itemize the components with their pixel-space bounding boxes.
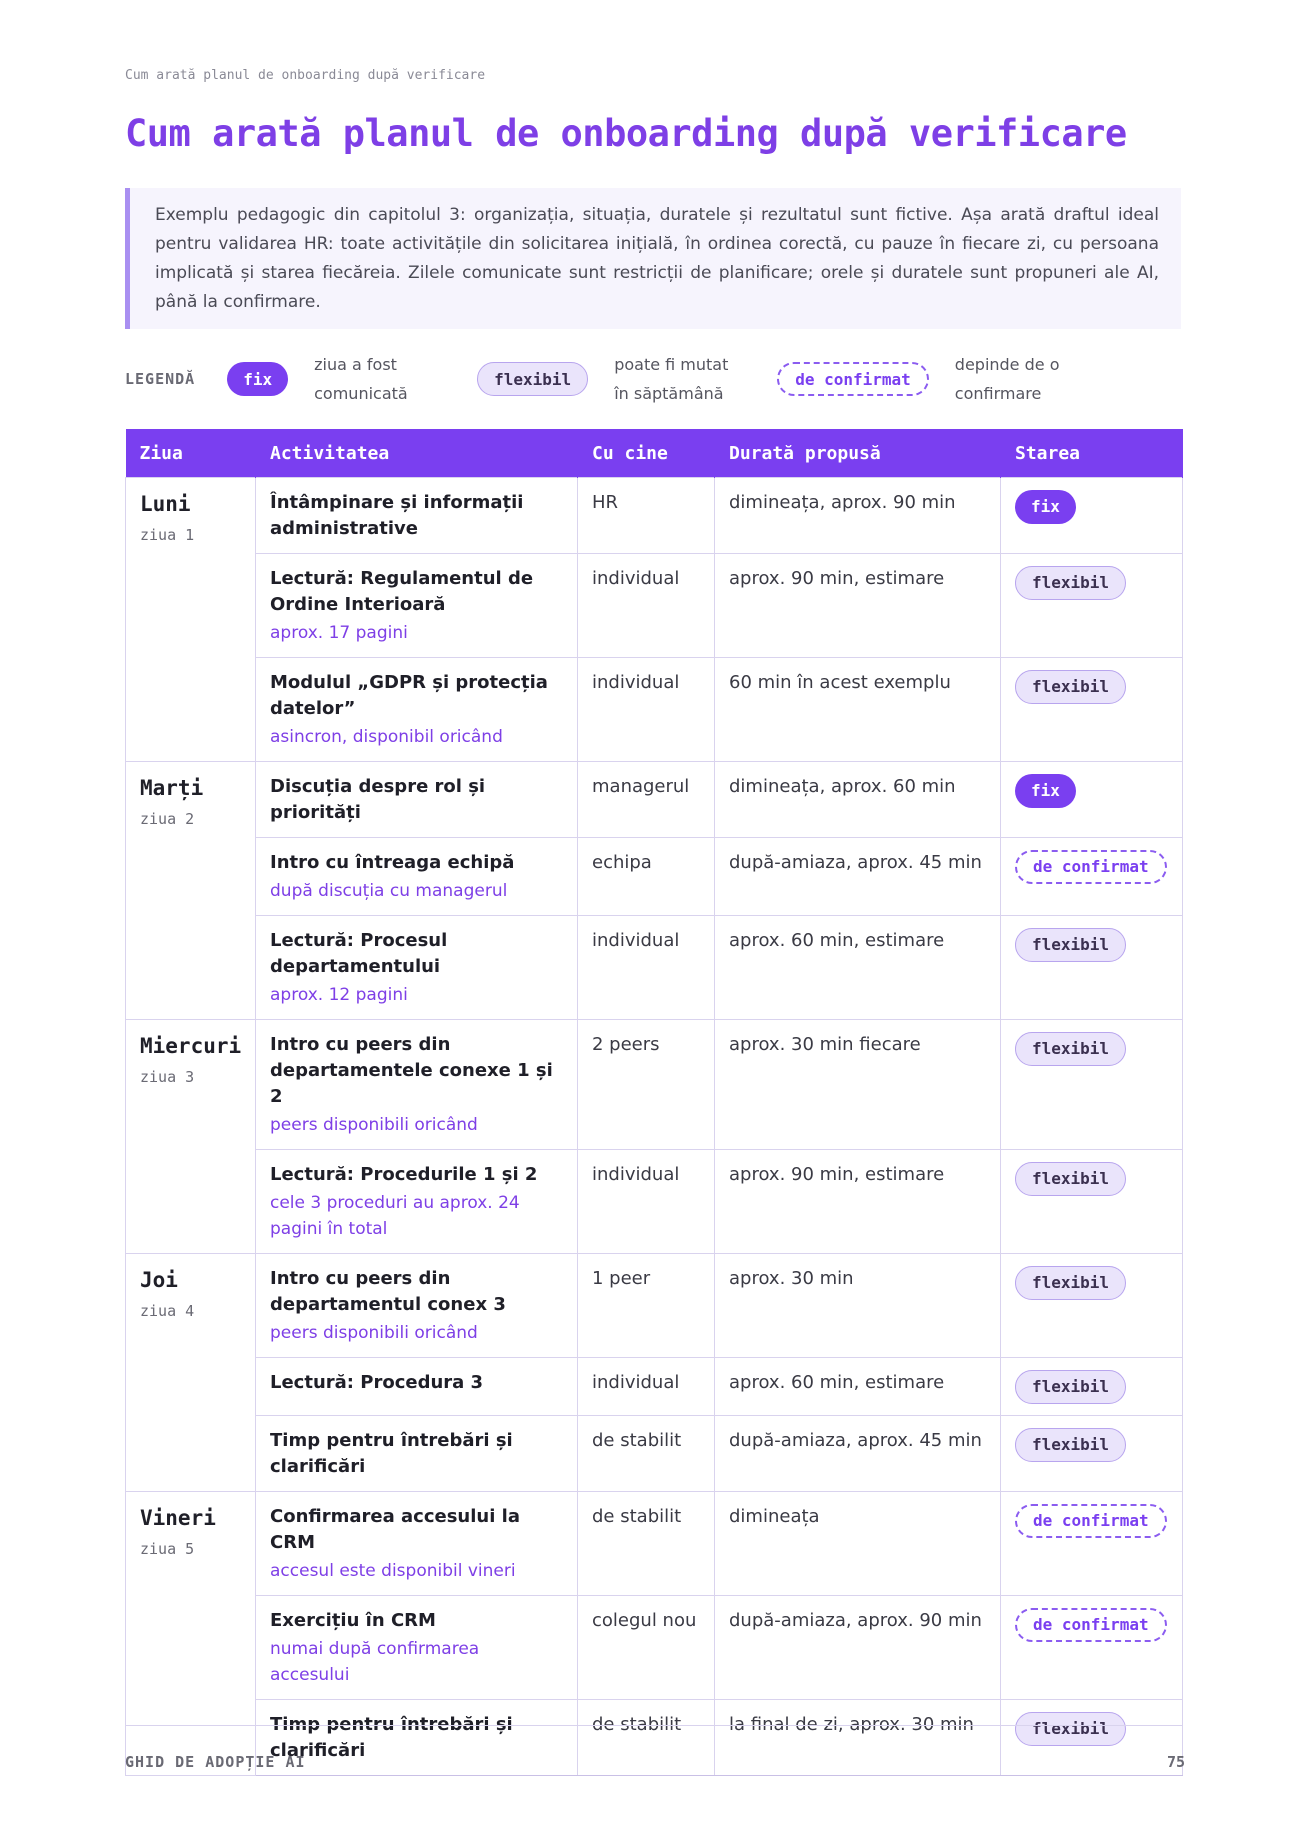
who-cell: individual	[578, 658, 715, 762]
table-body	[126, 478, 1183, 1776]
footer-title: GHID DE ADOPȚIE AI	[125, 1753, 306, 1771]
who-cell: de stabilit	[578, 1416, 715, 1492]
day-name: Marți	[140, 776, 204, 800]
activity-cell	[256, 1020, 578, 1150]
who-cell: individual	[578, 1358, 715, 1416]
status-cell	[1001, 478, 1183, 554]
header-who: Cu cine	[578, 429, 715, 478]
status-badge: fix	[1015, 774, 1076, 808]
who-cell: individual	[578, 1150, 715, 1254]
activity-note: accesul este disponibil vineri	[270, 1561, 516, 1581]
status-badge: flexibil	[1015, 1032, 1126, 1066]
header-day: Ziua	[126, 429, 256, 478]
activity-cell	[256, 658, 578, 762]
activity-cell	[256, 1416, 578, 1492]
day-name: Joi	[140, 1268, 178, 1292]
table-row	[126, 1596, 1183, 1700]
activity-title: Timp pentru întrebări și clarificări	[270, 1714, 513, 1761]
day-cell	[126, 1020, 256, 1254]
activity-title: Lectură: Procedura 3	[270, 1372, 484, 1393]
table-row	[126, 554, 1183, 658]
activity-cell	[256, 478, 578, 554]
table-row	[126, 1416, 1183, 1492]
duration-cell: după-amiaza, aprox. 45 min	[715, 838, 1001, 916]
day-cell	[126, 1492, 256, 1776]
day-cell	[126, 478, 256, 762]
who-cell: individual	[578, 554, 715, 658]
duration-cell: după-amiaza, aprox. 90 min	[715, 1596, 1001, 1700]
activity-note: după discuția cu managerul	[270, 881, 508, 901]
duration-cell: aprox. 90 min, estimare	[715, 1150, 1001, 1254]
activity-title: Intro cu peers din departamentul conex 3	[270, 1268, 506, 1315]
table-row	[126, 762, 1183, 838]
header-duration: Durată propusă	[715, 429, 1001, 478]
status-badge: flexibil	[1015, 1266, 1126, 1300]
onboarding-plan-table	[125, 429, 1183, 1776]
status-cell	[1001, 1150, 1183, 1254]
status-badge: de confirmat	[1015, 850, 1167, 884]
status-cell	[1001, 1492, 1183, 1596]
duration-cell: aprox. 30 min fiecare	[715, 1020, 1001, 1150]
day-number: ziua 5	[140, 1540, 195, 1558]
status-cell	[1001, 554, 1183, 658]
header-status: Starea	[1001, 429, 1183, 478]
duration-cell: dimineața	[715, 1492, 1001, 1596]
running-head: Cum arată planul de onboarding după verificare	[125, 68, 486, 83]
activity-cell	[256, 1150, 578, 1254]
duration-cell: dimineața, aprox. 60 min	[715, 762, 1001, 838]
table-row	[126, 916, 1183, 1020]
activity-cell	[256, 838, 578, 916]
day-cell	[126, 1254, 256, 1492]
activity-title: Lectură: Procesul departamentului	[270, 930, 448, 977]
duration-cell: aprox. 30 min	[715, 1254, 1001, 1358]
page-title: Cum arată planul de onboarding după verificare	[125, 112, 1127, 155]
activity-note: peers disponibili oricând	[270, 1115, 478, 1135]
activity-title: Timp pentru întrebări și clarificări	[270, 1430, 513, 1477]
who-cell: 1 peer	[578, 1254, 715, 1358]
table-row	[126, 478, 1183, 554]
legend-desc-flexibil: poate fi mutat în săptămână	[614, 355, 729, 403]
legend-desc-fix: ziua a fost comunicată	[314, 355, 408, 403]
activity-title: Exercițiu în CRM	[270, 1610, 436, 1631]
legend-pill-de-confirmat: de confirmat	[777, 362, 929, 396]
activity-title: Discuția despre rol și priorități	[270, 776, 486, 823]
status-cell	[1001, 1700, 1183, 1776]
status-badge: flexibil	[1015, 1370, 1126, 1404]
status-cell	[1001, 1020, 1183, 1150]
status-cell	[1001, 658, 1183, 762]
who-cell: de stabilit	[578, 1700, 715, 1776]
status-badge: flexibil	[1015, 566, 1126, 600]
status-badge: flexibil	[1015, 1712, 1126, 1746]
activity-note: aprox. 12 pagini	[270, 985, 408, 1005]
legend-desc-de-confirmat: depinde de o confirmare	[954, 355, 1060, 403]
table-row	[126, 1358, 1183, 1416]
activity-title: Intro cu întreaga echipă	[270, 852, 515, 873]
duration-cell: la final de zi, aprox. 30 min	[715, 1700, 1001, 1776]
activity-title: Lectură: Regulamentul de Ordine Interioară	[270, 568, 534, 615]
who-cell: 2 peers	[578, 1020, 715, 1150]
status-badge: flexibil	[1015, 1428, 1126, 1462]
activity-cell	[256, 1358, 578, 1416]
activity-title: Intro cu peers din departamentele conexe 1 și 2	[270, 1034, 553, 1107]
activity-note: asincron, disponibil oricând	[270, 727, 503, 747]
legend	[125, 348, 1181, 410]
activity-note: peers disponibili oricând	[270, 1323, 478, 1343]
who-cell: individual	[578, 916, 715, 1020]
table-row	[126, 1020, 1183, 1150]
legend-pill-fix: fix	[227, 362, 288, 396]
status-cell	[1001, 1596, 1183, 1700]
who-cell: de stabilit	[578, 1492, 715, 1596]
status-badge: flexibil	[1015, 928, 1126, 962]
day-cell	[126, 762, 256, 1020]
table-header-row	[126, 429, 1183, 478]
activity-cell	[256, 1254, 578, 1358]
status-badge: de confirmat	[1015, 1608, 1167, 1642]
day-name: Miercuri	[140, 1034, 242, 1058]
activity-title: Modulul „GDPR și protecția datelor”	[270, 672, 548, 719]
duration-cell: aprox. 60 min, estimare	[715, 916, 1001, 1020]
activity-cell	[256, 916, 578, 1020]
who-cell: echipa	[578, 838, 715, 916]
day-number: ziua 2	[140, 810, 195, 828]
duration-cell: 60 min în acest exemplu	[715, 658, 1001, 762]
status-badge: flexibil	[1015, 1162, 1126, 1196]
duration-cell: aprox. 60 min, estimare	[715, 1358, 1001, 1416]
who-cell: HR	[578, 478, 715, 554]
activity-cell	[256, 1492, 578, 1596]
duration-cell: după-amiaza, aprox. 45 min	[715, 1416, 1001, 1492]
activity-title: Lectură: Procedurile 1 și 2	[270, 1164, 538, 1185]
status-cell	[1001, 916, 1183, 1020]
status-badge: de confirmat	[1015, 1504, 1167, 1538]
activity-cell	[256, 762, 578, 838]
day-name: Vineri	[140, 1506, 216, 1530]
legend-label: LEGENDĂ	[125, 370, 196, 388]
table-row	[126, 658, 1183, 762]
day-number: ziua 1	[140, 526, 195, 544]
status-cell	[1001, 838, 1183, 916]
legend-pill-flexibil: flexibil	[477, 362, 588, 396]
activity-cell	[256, 554, 578, 658]
duration-cell: dimineața, aprox. 90 min	[715, 478, 1001, 554]
activity-note: aprox. 17 pagini	[270, 623, 408, 643]
footer-divider	[125, 1725, 1182, 1726]
page-number: 75	[1166, 1753, 1185, 1771]
activity-cell	[256, 1596, 578, 1700]
status-cell	[1001, 1416, 1183, 1492]
status-badge: fix	[1015, 490, 1076, 524]
activity-note: cele 3 proceduri au aprox. 24 pagini în total	[270, 1193, 520, 1239]
table-row	[126, 1254, 1183, 1358]
day-number: ziua 3	[140, 1068, 195, 1086]
status-badge: flexibil	[1015, 670, 1126, 704]
activity-title: Întâmpinare și informații administrative	[270, 492, 524, 539]
status-cell	[1001, 1358, 1183, 1416]
day-name: Luni	[140, 492, 191, 516]
duration-cell: aprox. 90 min, estimare	[715, 554, 1001, 658]
day-number: ziua 4	[140, 1302, 195, 1320]
status-cell	[1001, 1254, 1183, 1358]
table-row	[126, 1492, 1183, 1596]
who-cell: colegul nou	[578, 1596, 715, 1700]
header-activity: Activitatea	[256, 429, 578, 478]
intro-callout: Exemplu pedagogic din capitolul 3: organizația, situația, duratele și rezultatul sunt fictive. Așa arată draftul ideal pentru validarea HR: toate activitățile din solicitarea inițială, în ordinea corectă, cu pauze în fiecare zi, cu persoana implicată și starea fiecăreia. Zilele comunicate sunt restricții de planificare; orele și duratele sunt propuneri ale AI, până la confirmare.	[125, 188, 1181, 329]
activity-title: Confirmarea accesului la CRM	[270, 1506, 520, 1553]
activity-note: numai după confirmarea accesului	[270, 1639, 480, 1685]
table-row	[126, 1150, 1183, 1254]
table-row	[126, 838, 1183, 916]
status-cell	[1001, 762, 1183, 838]
who-cell: managerul	[578, 762, 715, 838]
